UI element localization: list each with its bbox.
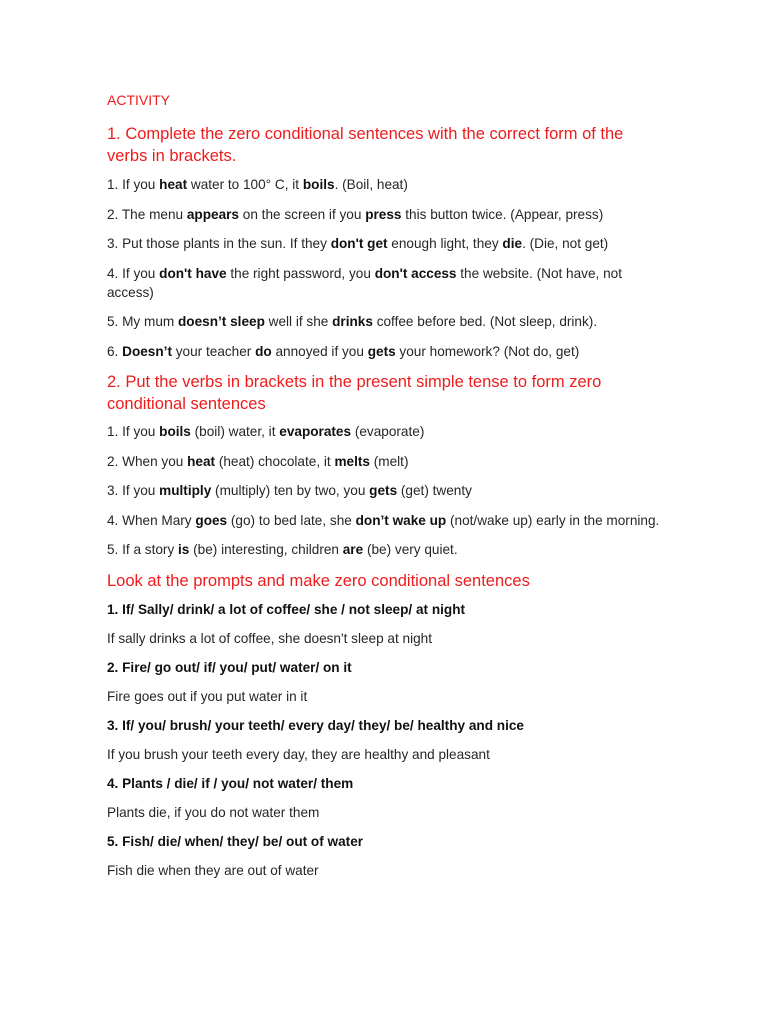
sentence-text: . (Boil, heat) xyxy=(334,177,408,192)
sentence-text: (evaporate) xyxy=(351,424,425,439)
exercise-item xyxy=(107,234,668,253)
answer-word: press xyxy=(365,206,402,222)
exercise-item xyxy=(107,264,668,302)
answer-text: If sally drinks a lot of coffee, she doesn't sleep at night xyxy=(107,630,433,646)
sentence-text: 1. If you xyxy=(107,177,160,192)
sentence-text: this button twice. (Appear, press) xyxy=(401,206,604,222)
answer-word: don't access xyxy=(374,265,457,281)
exercise-item xyxy=(107,342,668,361)
section-3-prompts xyxy=(107,600,668,880)
prompt-text: 4. Plants / die/ if / you/ not water/ them xyxy=(107,775,354,791)
exercise-item xyxy=(107,312,668,331)
answer-word: don't get xyxy=(330,236,388,251)
sentence-text: well if she xyxy=(264,314,333,329)
answer-word: gets xyxy=(367,343,396,359)
exercise-item xyxy=(107,205,668,224)
sentence-text: 2. When you xyxy=(107,453,188,469)
sentence-text: 6. xyxy=(107,343,123,359)
sentence-text: (multiply) ten by two, you xyxy=(211,483,370,498)
sentence-text: annoyed if you xyxy=(271,343,368,359)
sentence-text: 4. When Mary xyxy=(107,512,196,528)
answer-text: Fish die when they are out of water xyxy=(107,862,319,878)
answer-word: are xyxy=(342,542,364,557)
sentence-text: 4. If you xyxy=(107,265,160,281)
answer-word: is xyxy=(178,542,190,557)
prompt-text: 3. If/ you/ brush/ your teeth/ every day/ they/ be/ healthy and nice xyxy=(107,717,524,733)
sentence-text: . (Die, not get) xyxy=(522,236,609,251)
sentence-text: the right password, you xyxy=(226,265,375,281)
sentence-text: (boil) water, it xyxy=(190,424,280,439)
answer-word: heat xyxy=(159,177,188,192)
answer-word: don't have xyxy=(159,265,227,281)
sentence-text: coffee before bed. (Not sleep, drink). xyxy=(372,314,598,329)
sentence-text: (melt) xyxy=(369,453,409,469)
prompt-text: 2. Fire/ go out/ if/ you/ put/ water/ on it xyxy=(107,659,352,675)
sentence-text: 3. Put those plants in the sun. If they xyxy=(107,236,331,251)
answer-word: evaporates xyxy=(279,424,352,439)
sentence-text: (be) interesting, children xyxy=(189,542,343,557)
answer-word: heat xyxy=(187,453,216,469)
sentence-text: your teacher xyxy=(171,343,256,359)
sentence-text: (not/wake up) early in the morning. xyxy=(446,512,660,528)
exercise-item xyxy=(107,422,668,441)
sentence-text: 5. If a story xyxy=(107,542,179,557)
answer-text: Plants die, if you do not water them xyxy=(107,804,320,820)
sentence-text: (get) twenty xyxy=(397,483,472,498)
answer-word: boils xyxy=(302,177,335,192)
sentence-text: 3. If you xyxy=(107,483,160,498)
answer-word: don’t wake up xyxy=(355,512,447,528)
sentence-text: 5. My mum xyxy=(107,314,178,329)
exercise-item xyxy=(107,452,668,471)
sentence-text: enough light, they xyxy=(387,236,503,251)
sentence-text: the website. (Not have, not access) xyxy=(107,265,622,300)
answer-word: multiply xyxy=(159,483,212,498)
answer-word: die xyxy=(502,236,523,251)
exercise-item xyxy=(107,511,668,530)
answer-word: drinks xyxy=(332,314,373,329)
answer-word: do xyxy=(255,343,272,359)
exercise-item xyxy=(107,175,668,194)
sentence-text: (be) very quiet. xyxy=(363,542,458,557)
exercise-item xyxy=(107,481,668,500)
section-2-items xyxy=(107,422,668,559)
sentence-text: (heat) chocolate, it xyxy=(215,453,335,469)
prompt-text: 1. If/ Sally/ drink/ a lot of coffee/ she / not sleep/ at night xyxy=(107,601,466,617)
sentence-text: water to 100° C, it xyxy=(187,177,303,192)
answer-text: If you brush your teeth every day, they are healthy and pleasant xyxy=(107,746,490,762)
answer-word: doesn’t sleep xyxy=(178,314,265,329)
section-3-heading: Look at the prompts and make zero conditional sentences xyxy=(107,571,530,590)
activity-title: ACTIVITY xyxy=(107,92,171,108)
prompt-text: 5. Fish/ die/ when/ they/ be/ out of water xyxy=(107,833,364,849)
sentence-text: 2. The menu xyxy=(107,206,187,222)
sentence-text: 1. If you xyxy=(107,424,160,439)
answer-word: appears xyxy=(186,206,239,222)
answer-word: goes xyxy=(195,512,228,528)
section-1-heading: 1. Complete the zero conditional sentences with the correct form of the verbs in brackets. xyxy=(107,125,624,165)
answer-word: melts xyxy=(334,453,370,469)
sentence-text: your homework? (Not do, get) xyxy=(395,343,580,359)
answer-word: gets xyxy=(369,483,398,498)
answer-word: Doesn’t xyxy=(122,343,172,359)
sentence-text: on the screen if you xyxy=(239,206,366,222)
sentence-text: (go) to bed late, she xyxy=(227,512,356,528)
answer-word: boils xyxy=(159,424,191,439)
exercise-item xyxy=(107,540,668,559)
section-1-items xyxy=(107,175,668,361)
answer-text: Fire goes out if you put water in it xyxy=(107,688,308,704)
section-2-heading: 2. Put the verbs in brackets in the present simple tense to form zero conditional sentences xyxy=(107,373,602,413)
